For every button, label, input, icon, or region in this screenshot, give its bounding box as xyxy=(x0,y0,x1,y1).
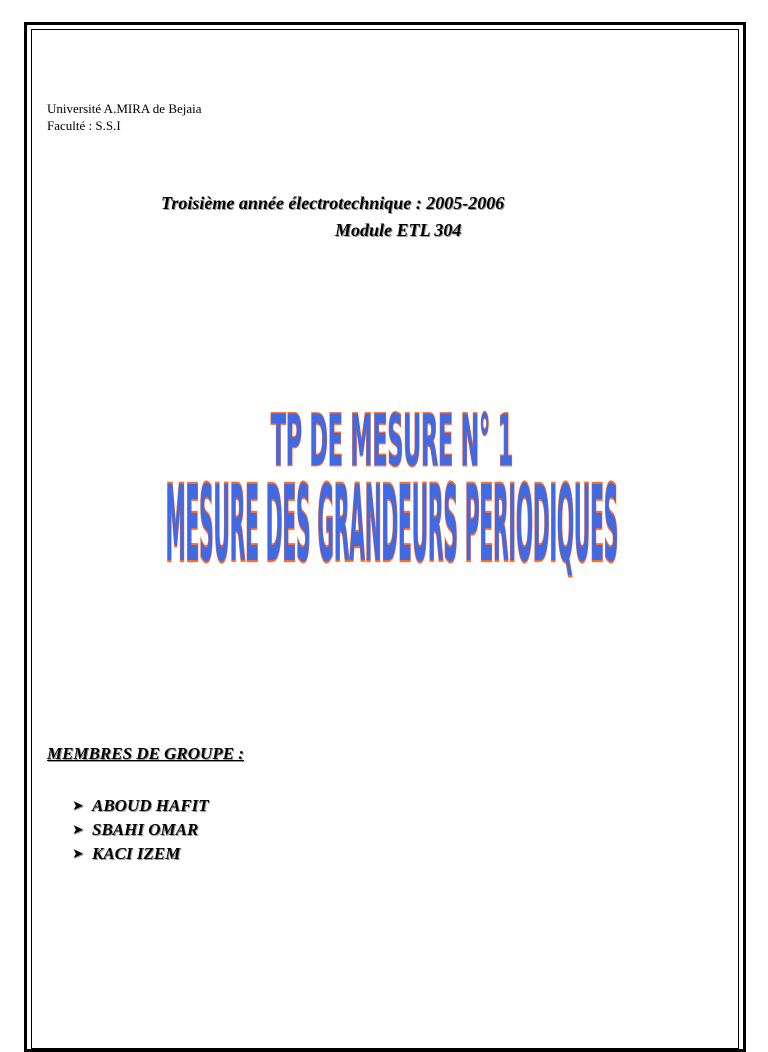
arrow-bullet-icon: ➤ xyxy=(72,822,84,838)
svg-text:TP DE MESURE N° 1: TP DE MESURE N° 1 xyxy=(270,401,514,483)
svg-text:MESURE DES GRANDEURS PERIODIQU: MESURE DES GRANDEURS PERIODIQUES xyxy=(165,462,619,585)
wordart-title-line2 xyxy=(166,463,619,585)
member-name: ABOUD HAFIT xyxy=(92,796,209,815)
course-year: Troisième année électrotechnique : 2005-2006 xyxy=(161,193,505,213)
member-item xyxy=(72,818,209,842)
wordart-title xyxy=(80,380,705,620)
members-heading: MEMBRES DE GROUPE : xyxy=(47,744,244,763)
university-name: Université A.MIRA de Bejaia xyxy=(47,101,202,116)
member-item xyxy=(72,794,209,818)
course-module: Module ETL 304 xyxy=(335,220,462,240)
members-list xyxy=(72,794,209,866)
arrow-bullet-icon: ➤ xyxy=(72,798,84,814)
arrow-bullet-icon: ➤ xyxy=(72,846,84,862)
member-name: KACI IZEM xyxy=(92,844,181,863)
member-name: SBAHI OMAR xyxy=(92,820,199,839)
member-item xyxy=(72,842,209,866)
faculty-name: Faculté : S.S.I xyxy=(47,118,121,133)
institution-block xyxy=(47,100,202,134)
